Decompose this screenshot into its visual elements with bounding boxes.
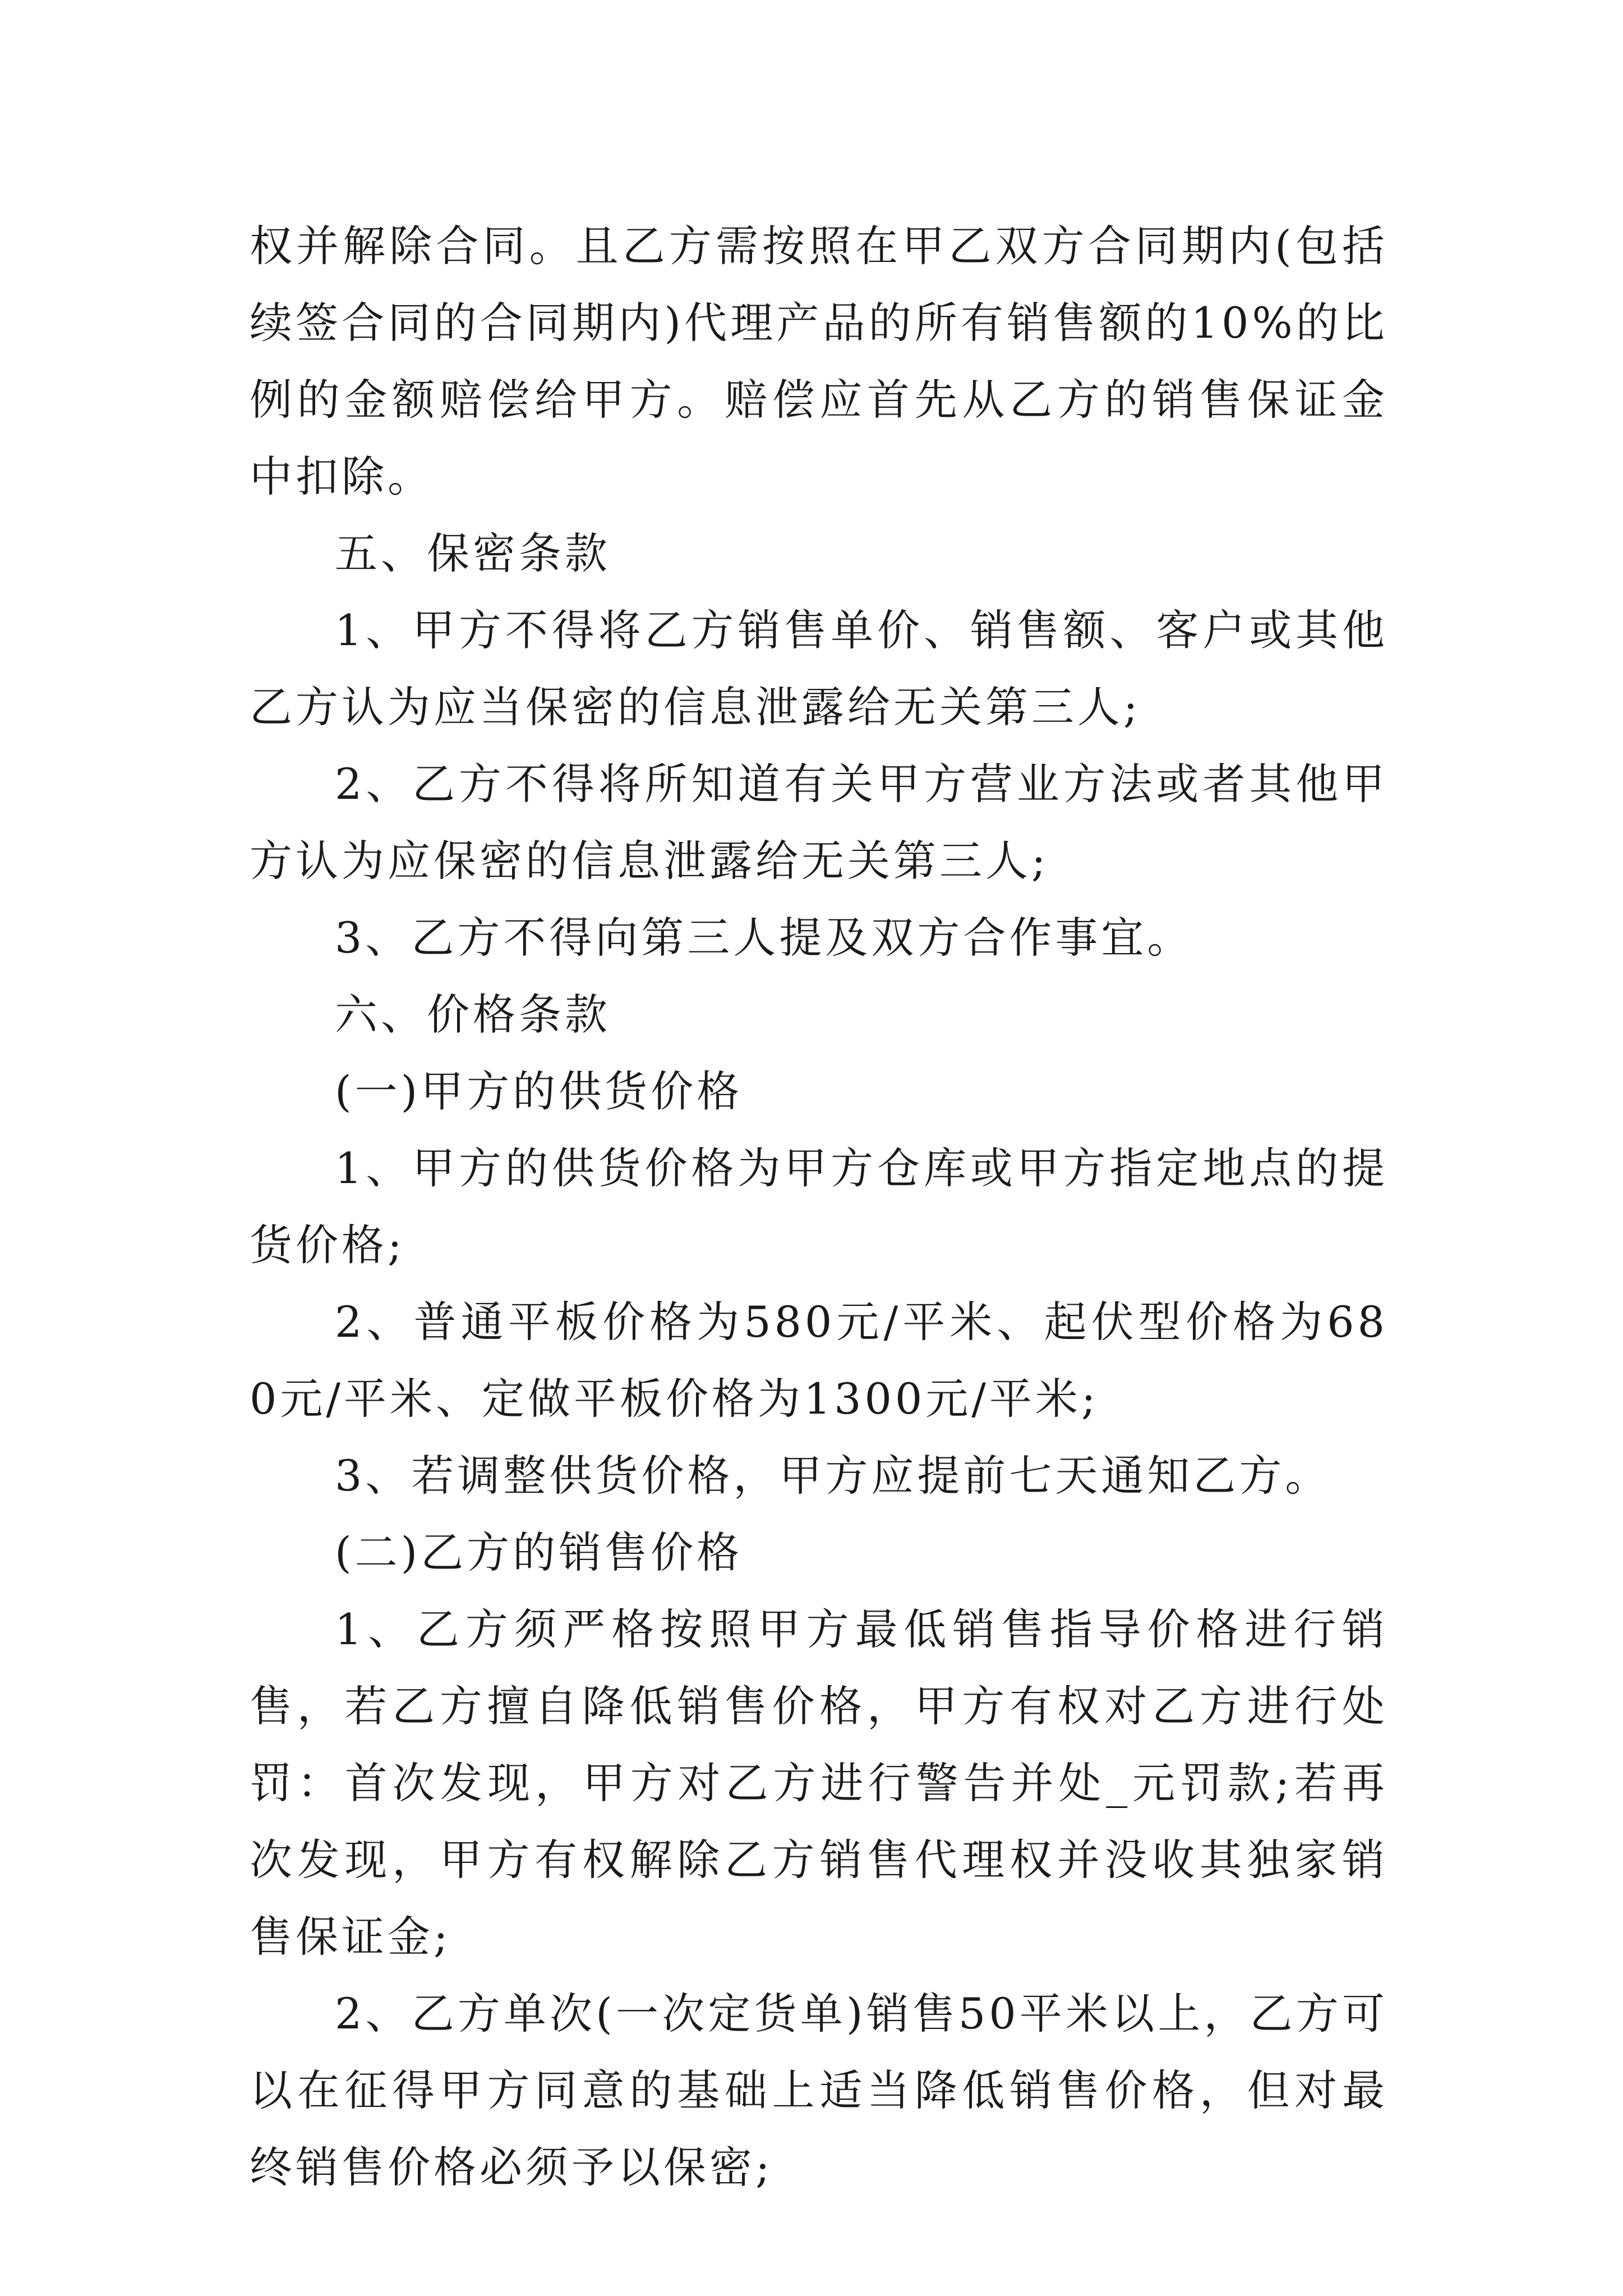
- paragraph-supply-price-3: 3、若调整供货价格，甲方应提前七天通知乙方。: [335, 1451, 1331, 1501]
- section-heading-confidentiality: 五、保密条款: [335, 528, 611, 578]
- paragraph-confidentiality-1: 1、甲方不得将乙方销售单价、销售额、客户或其他乙方认为应当保密的信息泄露给无关第三人;: [250, 605, 1388, 732]
- section-heading-price: 六、价格条款: [335, 990, 611, 1039]
- paragraph-confidentiality-3: 3、乙方不得向第三人提及双方合作事宜。: [335, 913, 1193, 963]
- paragraph-compensation-clause: 权并解除合同。且乙方需按照在甲乙双方合同期内(包括续签合同的合同期内)代理产品的所有销售额的10%的比例的金额赔偿给甲方。赔偿应首先从乙方的销售保证金中扣除。: [250, 221, 1388, 501]
- paragraph-supply-price-1: 1、甲方的供货价格为甲方仓库或甲方指定地点的提货价格;: [250, 1143, 1388, 1270]
- paragraph-supply-price-2: 2、普通平板价格为580元/平米、起伏型价格为680元/平米、定做平板价格为1300元/平米;: [250, 1297, 1388, 1424]
- subheading-supply-price: (一)甲方的供货价格: [335, 1066, 743, 1116]
- paragraph-sales-price-2: 2、乙方单次(一次定货单)销售50平米以上，乙方可以在征得甲方同意的基础上适当降低销售价格，但对最终销售价格必须予以保密;: [250, 1989, 1388, 2192]
- subheading-sales-price: (二)乙方的销售价格: [335, 1527, 743, 1577]
- document-body: [250, 208, 1388, 2206]
- paragraph-confidentiality-2: 2、乙方不得将所知道有关甲方营业方法或者其他甲方认为应保密的信息泄露给无关第三人;: [250, 759, 1388, 886]
- paragraph-sales-price-1: 1、乙方须严格按照甲方最低销售指导价格进行销售，若乙方擅自降低销售价格，甲方有权对乙方进行处罚：首次发现，甲方对乙方进行警告并处_元罚款;若再次发现，甲方有权解除乙方销售代理权并没收其独家销售保证金;: [250, 1604, 1388, 1962]
